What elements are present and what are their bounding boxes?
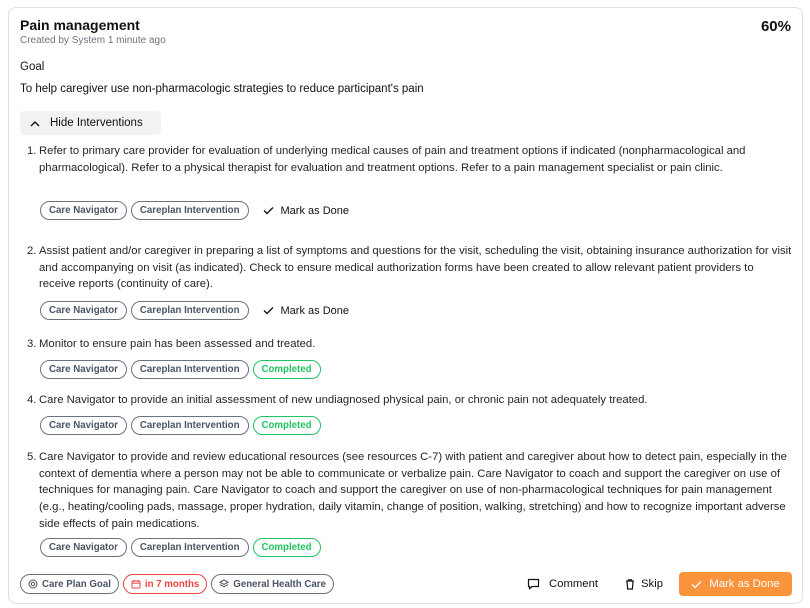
calendar-icon <box>131 579 141 589</box>
intervention-item <box>27 243 792 317</box>
goal-footer <box>20 572 792 596</box>
care-plan-goal-card <box>8 7 803 604</box>
due-date-tag <box>123 574 207 594</box>
intervention-tags <box>40 416 321 435</box>
goal-description: To help caregiver use non-pharmacologic strategies to reduce participant's pain <box>20 83 424 95</box>
intervention-number: 2. <box>27 245 37 257</box>
intervention-number: 4. <box>27 394 37 406</box>
goal-progress-percent: 60% <box>760 18 791 35</box>
intervention-number: 5. <box>27 451 37 463</box>
tag-care-navigator: Care Navigator <box>40 301 127 320</box>
due-date-label: in 7 months <box>144 578 200 590</box>
intervention-tags <box>40 538 321 557</box>
goal-label: Goal <box>20 61 45 73</box>
goal-meta-tags <box>20 574 334 594</box>
intervention-item <box>27 336 792 375</box>
intervention-number: 1. <box>27 145 37 157</box>
mark-as-done-label: Mark as Done <box>280 204 349 217</box>
skip-label: Skip <box>641 578 663 590</box>
tag-care-navigator: Care Navigator <box>40 538 127 557</box>
intervention-item <box>27 392 792 431</box>
goal-icon <box>28 579 38 589</box>
status-badge-completed: Completed <box>253 360 321 379</box>
category-label: General Health Care <box>233 578 326 590</box>
chevron-up-icon <box>20 120 50 127</box>
check-icon <box>691 580 702 589</box>
tag-careplan-intervention: Careplan Intervention <box>131 416 249 435</box>
intervention-item <box>27 449 792 553</box>
goal-actions <box>527 572 792 596</box>
hide-interventions-label: Hide Interventions <box>50 117 143 129</box>
layers-icon <box>219 579 229 589</box>
hide-interventions-button[interactable] <box>20 111 161 135</box>
mark-goal-done-button[interactable] <box>679 572 792 596</box>
status-badge-completed: Completed <box>253 416 321 435</box>
category-tag <box>211 574 334 594</box>
tag-care-navigator: Care Navigator <box>40 416 127 435</box>
check-icon <box>263 206 274 215</box>
intervention-text: Care Navigator to provide an initial assessment of new undiagnosed physical pain, or chronic pain not adequately treated. <box>39 394 648 406</box>
mark-as-done-button[interactable] <box>263 305 349 317</box>
status-badge-completed: Completed <box>253 538 321 557</box>
goal-created-meta: Created by System 1 minute ago <box>20 35 166 46</box>
care-plan-goal-label: Care Plan Goal <box>42 578 111 590</box>
tag-careplan-intervention: Careplan Intervention <box>131 360 249 379</box>
intervention-item <box>27 143 792 217</box>
intervention-tags <box>40 201 349 220</box>
goal-title: Pain management <box>20 17 140 33</box>
tag-care-navigator: Care Navigator <box>40 201 127 220</box>
tag-care-navigator: Care Navigator <box>40 360 127 379</box>
intervention-text: Assist patient and/or caregiver in preparing a list of symptoms and questions for the visit, scheduling the visit, obtaining insurance authorization for visit and accompanying on visit (as indicated). Check to ensure medical authorization forms have been created to allow relevant patient providers to receive reports (continuity of care). <box>39 245 792 291</box>
intervention-tags <box>40 360 321 379</box>
intervention-text: Refer to primary care provider for evaluation of underlying medical causes of pain and treatment options if indicated (nonpharmacological and pharmacological). Refer to a physical therapist for evaluation and treatment options. Refer to a pain management specialist or pain clinic. <box>39 145 746 174</box>
trash-icon <box>624 578 636 590</box>
care-plan-goal-tag <box>20 574 119 594</box>
tag-careplan-intervention: Careplan Intervention <box>131 301 249 320</box>
intervention-text: Care Navigator to provide and review educational resources (see resources C-7) with patient and caregiver about how to detect pain, especially in the context of dementia where a person may not be able to communicate or verbalize pain. Care Navigator to coach and support the caregiver on use of techniques for managing pain. Care Navigator to coach and support the caregiver on use of non-pharmacological techniques for pain management (e.g., heating/cooling pads, massage, proper hydration, daily vitamin, change of position, walking, stretching) and how to recognize important adverse side effects of pain medications. <box>39 451 787 530</box>
mark-as-done-label: Mark as Done <box>280 304 349 317</box>
comment-button[interactable] <box>527 578 598 590</box>
comment-icon <box>527 578 540 590</box>
check-icon <box>263 306 274 315</box>
intervention-number: 3. <box>27 338 37 350</box>
intervention-tags <box>40 301 349 320</box>
mark-as-done-button[interactable] <box>263 205 349 217</box>
skip-button[interactable] <box>624 578 663 590</box>
comment-label: Comment <box>549 578 599 590</box>
intervention-text: Monitor to ensure pain has been assessed and treated. <box>39 338 316 350</box>
mark-goal-done-label: Mark as Done <box>709 578 780 590</box>
tag-careplan-intervention: Careplan Intervention <box>131 538 249 557</box>
tag-careplan-intervention: Careplan Intervention <box>131 201 249 220</box>
